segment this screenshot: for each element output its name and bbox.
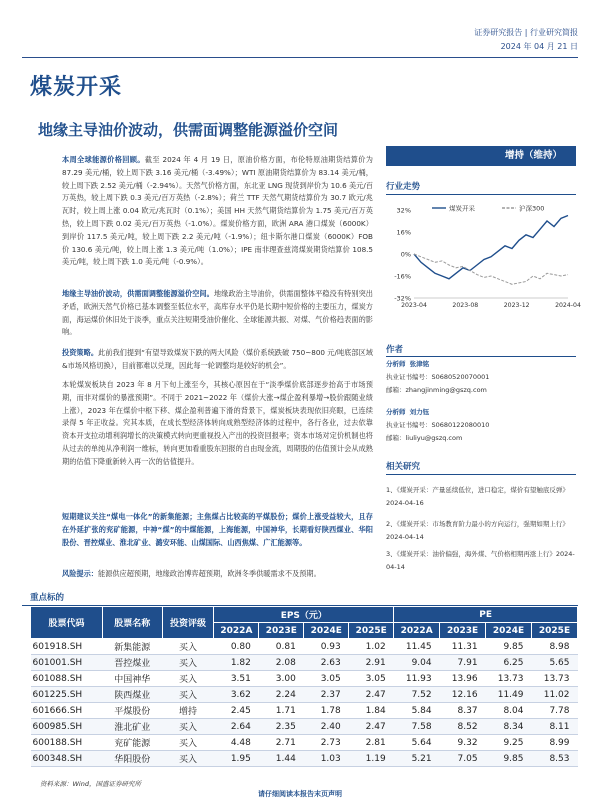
pe-value: 7.05 [440,751,486,767]
analyst-email[interactable]: 邮箱：liuliyu@gszq.com [386,434,463,442]
stock-code: 601088.SH [31,671,103,687]
industry-title: 煤炭开采 [30,74,123,100]
pe-value: 13.73 [486,671,532,687]
eps-value: 2.24 [259,687,304,703]
stock-name: 陕西煤业 [102,687,162,703]
eps-value: 4.48 [214,735,259,751]
eps-value: 2.71 [259,735,304,751]
related-report-link[interactable]: 1、《煤炭开采：产量延续低位，进口稳定，煤价有望触底反弹》2024-04-16 [386,486,569,507]
series-line [414,216,568,279]
eps-value: 2.45 [214,703,259,719]
analyst-card [386,406,576,445]
pe-value: 9.04 [394,655,440,671]
analyst-role-name [386,358,576,371]
paragraph-lead: 本周全球能源价格回顾。 [62,155,145,164]
trend-chart-svg [386,200,581,320]
table-row [31,671,578,687]
paragraph-price-review [62,154,373,269]
pe-value: 13.73 [532,671,578,687]
eps-value: 3.05 [349,671,394,687]
stock-name: 晋控煤业 [102,655,162,671]
eps-value: 3.62 [214,687,259,703]
eps-value: 3.00 [259,671,304,687]
pe-value: 11.02 [532,687,578,703]
eps-value: 3.05 [304,671,349,687]
column-header-year: 2022A [214,623,259,639]
pe-value: 7.52 [394,687,440,703]
pe-value: 8.11 [532,719,578,735]
analyst-cert: 执业证书编号：S0680520070001 [386,373,490,381]
x-tick-label: 2023-08 [452,302,479,309]
related-report-link[interactable]: 2、《煤炭开采：市场教育阶力最小的方向运行，强期如期上行》2024-04-14 [386,520,569,541]
stock-code: 601918.SH [31,639,103,655]
y-tick-label: -32% [394,294,411,303]
analyst-role: 分析师 [386,360,406,368]
eps-value: 1.84 [349,703,394,719]
eps-value: 2.73 [304,735,349,751]
pe-value: 11.49 [486,687,532,703]
stock-rating: 买入 [162,735,214,751]
report-header [474,26,578,54]
stock-name: 中国神华 [102,671,162,687]
stock-code: 600188.SH [31,735,103,751]
stock-code: 600348.SH [31,751,103,767]
pe-value: 5.65 [532,655,578,671]
series-line [414,254,568,284]
pe-value: 8.52 [440,719,486,735]
legend-label: 煤炭开采 [449,204,475,213]
x-tick-label: 2024-04 [555,302,581,309]
stock-rating: 买入 [162,751,214,767]
paragraph-geopolitics [62,288,373,339]
footer-disclaimer: 请仔细阅读本报告末页声明 [258,790,342,798]
table-title: 重点标的 [30,593,65,603]
author-divider [386,356,576,357]
pe-value: 11.45 [394,639,440,655]
table-row [31,639,578,655]
column-header-year: 2024E [486,623,532,639]
paragraph-text: 此前我们提到“有望导致煤炭下跌的两大风险（煤价系统跌破 750~800 元/吨底部区域&市场风格切换），目前都难以兑现，因此每一轮调整均是较好的机会”。 [62,348,373,370]
pe-value: 5.21 [394,751,440,767]
report-headline: 地缘主导油价波动，供需面调整能源溢价空间 [38,121,339,139]
column-header-year: 2025E [532,623,578,639]
eps-value: 0.81 [259,639,304,655]
analyst-role-name [386,406,576,419]
pe-value: 8.37 [440,703,486,719]
pe-value: 6.25 [486,655,532,671]
stock-name: 淮北矿业 [102,719,162,735]
column-header-year: 2022A [394,623,440,639]
paragraph-text: 截至 2024 年 4 月 19 日，原油价格方面，布伦特原油期货结算价为 87.29 美元/桶，较上周下跌 3.16 美元/桶（-3.49%）；WTI 原油期货结算价为 83.14 美元/桶，较上周下跌 2.52 美元/桶（-2.94%）。天然气价格方面，东北亚 LNG 现货到岸价为 10.6 美元/百万英热，较上周下跌 0.3 美元/百万英热（-2.8%）；荷兰 TTF 天然气期货结算价为 30.7 欧元/兆瓦时，较上周上涨 0.04 欧元/兆瓦时（0.1%）；美国 HH 天然气期货结算价为 1.75 美元/百万英热，较上周下跌 0.02 美元/百万英热（-1.0%）。煤炭价格方面，欧洲 ARA 港口煤炭（6000K）到岸价 117.5 美元/吨，较上周下跌 2.2 美元/吨（-1.9%）；纽卡斯尔港口煤炭（6000K）FOB 价 130.6 美元/吨，较上周上涨 1.3 美元/吨（1.0%）；IPE 南非理查兹湾煤炭期货结算价 108.5 美元/吨，较上周下跌 1.0 美元/吨（-0.9%）。 [62,155,373,267]
table-row [31,735,578,751]
pe-value: 9.85 [486,751,532,767]
paragraph-strategy [62,347,373,373]
stock-name: 兖矿能源 [102,735,162,751]
x-tick-label: 2023-12 [503,302,530,309]
eps-value: 1.44 [259,751,304,767]
x-tick-label: 2023-04 [401,302,427,309]
table-row [31,719,578,735]
column-header-year: 2023E [259,623,304,639]
table-row [31,751,578,767]
eps-value: 1.95 [214,751,259,767]
paragraph-recommendation: 短期建议关注“煤电一体化”的新集能源；主焦煤占比较高的平煤股份；煤价上涨受益较大，且存在外延扩张的兖矿能源，中神“煤”的中煤能源，上海能源，中国神华，长期看好陕西煤业、华阳股份、晋控煤业、淮北矿业、潞安环能、山煤国际、山西焦煤、广汇能源等。 [62,512,373,547]
report-date: 2024 年 04 月 21 日 [500,42,578,51]
eps-value: 0.80 [214,639,259,655]
column-header-year: 2025E [349,623,394,639]
analyst-card [386,358,576,397]
pe-value: 5.64 [394,735,440,751]
paragraph-lead: 风险提示： [62,569,98,578]
pe-value: 11.31 [440,639,486,655]
pe-value: 7.58 [394,719,440,735]
eps-value: 0.93 [304,639,349,655]
y-tick-label: -16% [394,272,411,281]
rating-badge: 增持（维持） [386,146,576,166]
pe-value: 5.84 [394,703,440,719]
stock-rating: 买入 [162,655,214,671]
column-header-year: 2023E [440,623,486,639]
column-header-eps: EPS（元） [214,607,394,623]
pe-value: 8.53 [532,751,578,767]
table-row [31,703,578,719]
header-divider [22,57,578,58]
pe-value: 8.34 [486,719,532,735]
eps-value: 2.47 [349,719,394,735]
eps-value: 2.40 [304,719,349,735]
y-tick-label: 16% [396,228,411,237]
eps-value: 2.64 [214,719,259,735]
related-divider [386,474,576,475]
related-report-link[interactable]: 3、《煤炭开采：油价偏强，海外煤、气价格相期再涨上行》2024-04-14 [386,550,575,571]
analyst-email[interactable]: 邮箱：zhangjinming@gszq.com [386,386,487,394]
eps-value: 2.08 [259,655,304,671]
pe-value: 8.99 [532,735,578,751]
eps-value: 1.78 [304,703,349,719]
eps-value: 2.63 [304,655,349,671]
paragraph-text: 地缘政治主导油价，供需面整体平稳没有特别突出矛盾，欧洲天然气价格已基本调整至低位水平，高库存水平仍是长期中短价格的主要压力，煤炭方面，海运煤价休旧处于淡季，重点关注短期受油价催化、全球能源共振、对煤、气价格趋表面的影响。 [62,289,373,337]
stock-rating: 买入 [162,671,214,687]
eps-value: 1.82 [214,655,259,671]
pe-value: 7.91 [440,655,486,671]
paragraph-risk [62,568,373,581]
stock-name: 华阳股份 [102,751,162,767]
eps-value: 1.03 [304,751,349,767]
pe-value: 9.85 [486,639,532,655]
table-row [31,687,578,703]
stock-rating: 买入 [162,719,214,735]
legend-label: 沪深300 [519,204,545,213]
trend-section-title: 行业走势 [386,182,421,192]
pe-value: 8.98 [532,639,578,655]
analyst-name: 张津铭 [409,360,430,368]
column-header-pe: PE [394,607,578,623]
analyst-role: 分析师 [386,408,406,416]
table-source: 资料来源：Wind，国盛证券研究所 [40,780,141,788]
eps-value: 2.81 [349,735,394,751]
pe-value: 7.78 [532,703,578,719]
eps-value: 2.37 [304,687,349,703]
stock-rating: 买入 [162,639,214,655]
table-row [31,655,578,671]
eps-value: 1.71 [259,703,304,719]
key-stocks-table [30,606,578,767]
pe-value: 11.93 [394,671,440,687]
pe-value: 9.25 [486,735,532,751]
industry-trend-chart [386,200,581,320]
stock-code: 601001.SH [31,655,103,671]
eps-value: 2.35 [259,719,304,735]
eps-value: 1.19 [349,751,394,767]
paragraph-text: 能源供应超预期，地缘政治博弈超预期，欧洲冬季供暖需求不及预期。 [97,569,321,578]
trend-divider [386,194,576,195]
pe-value: 13.96 [440,671,486,687]
report-type: 证券研究报告 | 行业研究简报 [474,28,578,37]
stock-code: 600985.SH [31,719,103,735]
eps-value: 3.51 [214,671,259,687]
paragraph-lead: 投资策略。 [62,348,99,357]
pe-value: 12.16 [440,687,486,703]
paragraph-lead: 地缘主导油价波动，供需面调整能源溢价空间。 [62,289,214,298]
eps-value: 2.91 [349,655,394,671]
pe-value: 9.32 [440,735,486,751]
column-header-rating: 投资评级 [162,607,214,639]
column-header-name: 股票名称 [102,607,162,639]
stock-code: 601225.SH [31,687,103,703]
eps-value: 2.47 [349,687,394,703]
related-section-title: 相关研究 [386,462,421,472]
stock-code: 601666.SH [31,703,103,719]
stock-rating: 买入 [162,687,214,703]
stock-name: 新集能源 [102,639,162,655]
author-section-title: 作者 [386,345,404,355]
eps-value: 1.02 [349,639,394,655]
column-header-year: 2024E [304,623,349,639]
y-tick-label: 32% [396,206,411,215]
stock-rating: 增持 [162,703,214,719]
y-tick-label: 0% [400,250,411,259]
column-header-code: 股票代码 [31,607,103,639]
stock-name: 平煤股份 [102,703,162,719]
analyst-cert: 执业证书编号：S0680122080010 [386,421,490,429]
analyst-name: 刘力钰 [409,408,430,416]
paragraph-analysis: 本轮煤炭板块自 2023 年 8 月下旬上涨至今，其核心原因在于“淡季煤价底部逐步抬高于市场预期，而非对煤价的暴涨预期”。不同于 2021~2022 年（煤价大涨→煤企盈利暴增→股价跟随业绩上涨），2023 年在煤价中枢下移、煤企盈利普遍下滑的背景下，煤炭板块表现依旧亮眼，已连续录得 5 年正收益。究其本质，在成长型经济体转向成熟型经济体的过程中，各行各业，过去依靠资本开支拉动增利润增长的决策模式转向更重视投入产出的投资回报率；资本市场对定价机制也将从过去的单纯从净利润一维标，转向更加看重股东回报的自由现金流，周期股的估值预计会从成熟期的估值下降重新转入再一次的估值提升。 [62,380,373,466]
pe-value: 8.04 [486,703,532,719]
